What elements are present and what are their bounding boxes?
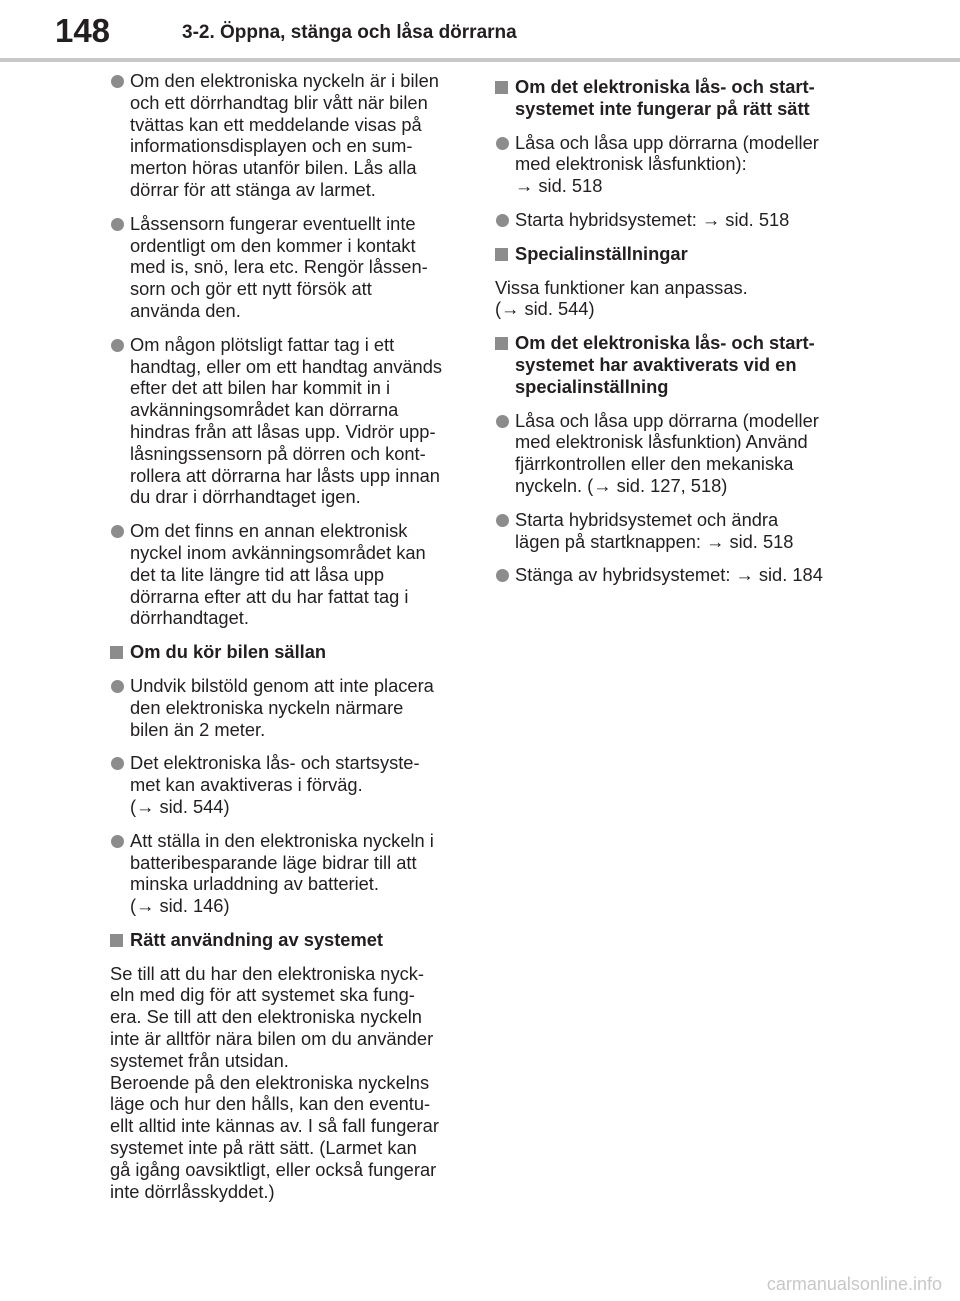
bullet-text: Om den elektroniska nyckeln är i bilen och ett dörrhandtag blir vått när bilen tvättas kan ett meddelande visas på informationsdisplayen och en sum- merton höras utanför bilen. Lås alla dörrar för att stänga av larmet.: [130, 70, 439, 200]
bullet-text: Det elektroniska lås- och startsyste- met kan avaktiveras i förväg. (→ sid. 544): [130, 752, 420, 817]
heading-text: Specialinställningar: [515, 242, 688, 264]
circle-bullet-icon: [111, 525, 124, 538]
page-header: [0, 0, 960, 62]
bullet-item: [495, 410, 855, 497]
circle-bullet-icon: [111, 680, 124, 693]
bullet-item: [110, 520, 480, 629]
right-column: [495, 70, 855, 598]
left-column: [110, 70, 480, 1214]
square-bullet-icon: [495, 81, 508, 94]
subsection-heading: [110, 641, 480, 663]
bullet-text: Låsa och låsa upp dörrarna (modeller med elektronisk låsfunktion) Använd fjärrkontrollen eller den mekaniska nyckeln. (→ sid. 127, 518): [515, 409, 819, 496]
bullet-text: Att ställa in den elektroniska nyckeln i batteribesparande läge bidrar till att minska urladdning av batteriet. (→ sid. 146): [130, 829, 434, 917]
bullet-item: [110, 752, 480, 817]
subsection-heading: [495, 76, 855, 120]
bullet-item: [495, 132, 855, 197]
paragraph: Se till att du har den elektroniska nyck- eln med dig för att systemet ska fung- era. Se till att den elektroniska nyckeln inte är alltför nära bilen om du använder systemet från utsidan. Beroende på den elektroniska nyckelns läge och hur den hålls, kan den eventu- ellt alltid inte kännas av. I så fall fungerar systemet inte på rätt sätt. (Larmet kan gå igång oavsiktligt, eller också fungerar inte dörrlåsskyddet.): [110, 962, 439, 1202]
bullet-text: Starta hybridsystemet och ändra lägen på startknappen: → sid. 518: [515, 508, 794, 552]
heading-text: Rätt användning av systemet: [130, 928, 383, 950]
square-bullet-icon: [495, 337, 508, 350]
heading-text: Om det elektroniska lås- och start- systemet har avaktiverats vid en specialinställning: [515, 332, 815, 397]
bullet-item: [495, 564, 855, 586]
subsection-heading: [495, 243, 855, 265]
subsection-heading: [495, 332, 855, 397]
subsection-heading: [110, 929, 480, 951]
circle-bullet-icon: [496, 514, 509, 527]
bullet-item: [495, 509, 855, 553]
square-bullet-icon: [110, 934, 123, 947]
bullet-item: [110, 675, 480, 740]
bullet-text: Starta hybridsystemet: → sid. 518: [515, 208, 790, 230]
square-bullet-icon: [110, 646, 123, 659]
circle-bullet-icon: [496, 569, 509, 582]
circle-bullet-icon: [111, 339, 124, 352]
circle-bullet-icon: [111, 218, 124, 231]
header-divider: [0, 58, 960, 62]
heading-text: Om det elektroniska lås- och start- systemet inte fungerar på rätt sätt: [515, 76, 815, 119]
circle-bullet-icon: [111, 835, 124, 848]
circle-bullet-icon: [111, 75, 124, 88]
circle-bullet-icon: [496, 415, 509, 428]
bullet-item: [110, 213, 480, 322]
bullet-item: [110, 70, 480, 201]
bullet-text: Låsa och låsa upp dörrarna (modeller med elektronisk låsfunktion): → sid. 518: [515, 131, 819, 197]
bullet-text: Undvik bilstöld genom att inte placera den elektroniska nyckeln närmare bilen än 2 meter.: [130, 674, 434, 740]
bullet-item: [110, 830, 480, 917]
paragraph: Vissa funktioner kan anpassas. (→ sid. 544): [495, 276, 748, 320]
bullet-text: Om någon plötsligt fattar tag i ett handtag, eller om ett handtag används efter det att bilen har kommit in i avkänningsområdet kan dörrarna hindras från att låsas upp. Vidrör upp- låsningssensorn på dörren och kont- rollera att dörrarna har låsts upp innan du drar i dörrhandtaget igen.: [130, 333, 443, 508]
bullet-text: Stänga av hybridsystemet: → sid. 184: [515, 564, 823, 586]
circle-bullet-icon: [496, 214, 509, 227]
bullet-text: Låssensorn fungerar eventuellt inte ordentligt om den kommer i kontakt med is, snö, lera etc. Rengör låssen- sorn och gör ett nytt försök att använda den.: [130, 212, 428, 321]
bullet-item: [495, 209, 855, 231]
square-bullet-icon: [495, 248, 508, 261]
circle-bullet-icon: [111, 757, 124, 770]
bullet-text: Om det finns en annan elektronisk nyckel inom avkänningsområdet kan det ta lite längre tid att låsa upp dörrarna efter att du har fattat tag i dörrhandtaget.: [130, 520, 426, 629]
bullet-item: [110, 334, 480, 508]
watermark: carmanualsonline.info: [766, 1274, 942, 1294]
heading-text: Om du kör bilen sällan: [130, 641, 327, 663]
page-number: 148: [0, 0, 165, 60]
section-title: 3-2. Öppna, stänga och låsa dörrarna: [182, 22, 517, 43]
circle-bullet-icon: [496, 137, 509, 150]
